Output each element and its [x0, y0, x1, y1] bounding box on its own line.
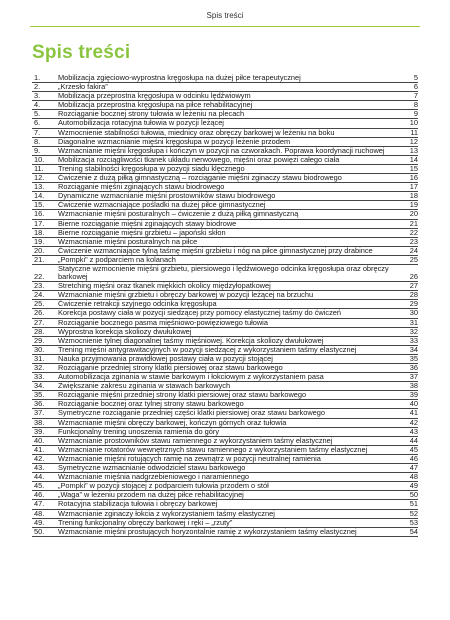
toc-entry-title: Mobilizacja zgięciowo-wyprostna kręgosłupa na dużej piłce terapeutycznej [58, 73, 301, 82]
toc-entry-page-number: 37 [409, 372, 418, 382]
toc-entry-number: 41. [34, 444, 45, 454]
toc-entry-page-number: 51 [409, 499, 418, 509]
toc-entry-title: Rotacyjna stabilizacja tułowia i obręczy barkowej [58, 499, 218, 509]
toc-entry-title: Automobilizacja rotacyjna tułowia w pozycji leżącej [58, 118, 224, 128]
toc-entry-number: 30. [34, 344, 45, 354]
toc-entry-title: Mobilizacja przeprostna kręgosłupa w odcinku lędźwiowym [58, 91, 251, 101]
toc-entry-page-number: 9 [413, 109, 418, 119]
toc-entry-title: Trening funkcjonalny obręczy barkowej i ręki – „rzuty” [58, 517, 233, 527]
toc-entry-page-number: 6 [413, 82, 418, 92]
toc-entry-title: Ćwiczenie z dużą piłką gimnastyczną – rozciąganie mięśni zginaczy stawu biodrowego [58, 173, 342, 183]
toc-entry-page-number: 54 [409, 526, 418, 536]
toc-entry-title: Trening stabilności kręgosłupa w pozycji siadu klęcznego [58, 163, 245, 173]
toc-entry-title: Wzmacnianie mięśni posturalnych na piłce [58, 236, 198, 246]
toc-entry-page-number: 12 [409, 136, 418, 146]
toc-entry-title: Mobilizacja przeprostna kręgosłupa na piłce rehabilitacyjnej [58, 100, 253, 110]
toc-entry-page-number: 17 [409, 182, 418, 192]
toc-entry-page-number: 44 [409, 435, 418, 445]
toc-entry-number: 9. [34, 145, 41, 155]
toc-entry-number: 2. [34, 82, 41, 92]
toc-entry-page-number: 46 [409, 453, 418, 463]
toc-entry-page-number: 23 [409, 236, 418, 246]
toc-entry-title: Diagonalne wzmacnianie mięśni kręgosłupa w pozycji leżenie przodem [58, 136, 291, 146]
toc-entry-page-number: 53 [409, 517, 418, 527]
toc-entry-page-number: 16 [409, 173, 418, 183]
toc-entry-title: Symetryczne wzmacnianie odwodziciel stawu barkowego [58, 463, 246, 473]
toc-entry-number: 48. [34, 508, 45, 518]
toc-entry[interactable] [32, 265, 418, 282]
toc-entry-title: Dynamiczne wzmacnianie mięśni prostowników stawu biodrowego [58, 191, 276, 201]
toc-entry-page-number: 14 [409, 154, 418, 164]
toc-entry-number: 49. [34, 517, 45, 527]
toc-entry-number: 36. [34, 399, 45, 409]
toc-entry-page-number: 13 [409, 145, 418, 155]
toc-entry-number: 32. [34, 363, 45, 372]
toc-entry-page-number: 8 [413, 100, 418, 110]
toc-entry-number: 27. [34, 317, 45, 327]
toc-entry-page-number: 41 [409, 408, 418, 418]
toc-entry-number: 8. [34, 136, 41, 146]
toc-entry-title: Bierne rozciąganie mięśni grzbietu – japoński skłon [58, 227, 226, 237]
toc-entry-page-number: 52 [409, 508, 418, 518]
toc-entry-number: 19. [34, 236, 45, 246]
toc-entry-page-number: 34 [409, 344, 418, 354]
toc-entry-title: Wzmocnienie stabilności tułowia, miednicy oraz obręczy barkowej w leżeniu na boku [58, 127, 335, 137]
toc-entry-title: Korekcja postawy ciała w pozycji siedzącej przy pomocy elastycznej taśmy do ćwiczeń [58, 308, 342, 318]
toc-entry-title: Wzmacnianie prostowników stawu ramiennego z wykorzystaniem taśmy elastycznej [58, 435, 333, 445]
toc-entry-page-number: 10 [409, 118, 418, 128]
toc-entry-page-number: 36 [409, 363, 418, 372]
toc-entry[interactable] [32, 528, 418, 537]
toc-entry-number: 46. [34, 490, 45, 500]
toc-entry-title: Rozciąganie bocznej oraz tylnej strony stawu barkowego [58, 399, 244, 409]
toc-entry-number: 25. [34, 299, 45, 309]
toc-entry-page-number: 22 [409, 227, 418, 237]
toc-entry-number: 3. [34, 91, 41, 101]
toc-entry-number: 16. [34, 209, 45, 219]
toc-entry-number: 7. [34, 127, 41, 137]
toc-entry-number: 45. [34, 481, 45, 491]
toc-entry-page-number: 26 [409, 272, 418, 282]
toc-entry-title: „Pompki” w pozycji stojącej z podparciem tułowia przodem o stół [58, 481, 269, 491]
toc-entry-number: 26. [34, 308, 45, 318]
toc-entry-number: 22. [34, 272, 45, 282]
running-header: Spis treści [206, 11, 244, 20]
toc-entry-number: 24. [34, 290, 45, 300]
toc-entry-number: 10. [34, 154, 45, 164]
toc-entry-title: Rozciąganie mięśni zginających stawu biodrowego [58, 182, 225, 192]
toc-entry-number: 28. [34, 326, 45, 336]
toc-entry-number: 47. [34, 499, 45, 509]
toc-entry-number: 1. [34, 73, 41, 82]
toc-entry-page-number: 50 [409, 490, 418, 500]
toc-entry-number: 44. [34, 472, 45, 482]
toc-entry-page-number: 7 [413, 91, 418, 101]
toc-entry-number: 12. [34, 173, 45, 183]
toc-entry-title: „Pompki” z podparciem na kolanach [58, 254, 176, 264]
toc-entry-title: Rozciąganie przedniej strony klatki piersiowej oraz stawu barkowego [58, 363, 283, 372]
toc-entry-number: 31. [34, 353, 45, 363]
toc-entry-number: 20. [34, 245, 45, 255]
toc-entry-page-number: 27 [409, 281, 418, 291]
toc-entry-title: Wzmocnienie tylnej diagonalnej taśmy mięśniowej. Korekcja skoliozy dwułukowej [58, 335, 324, 345]
toc-entry-page-number: 25 [409, 254, 418, 264]
toc-entry-page-number: 32 [409, 326, 418, 336]
toc-entry-page-number: 20 [409, 209, 418, 219]
toc-entry-title: Wzmacnianie mięśni obręczy barkowej, kończyn górnych oraz tułowia [58, 417, 287, 427]
toc-entry-title: Zwiększanie zakresu zginania w stawach barkowych [58, 381, 231, 391]
toc-entry-number: 6. [34, 118, 41, 128]
toc-entry-title: Wyprostna korekcja skoliozy dwułukowej [58, 326, 192, 336]
toc-entry-title: Rozciąganie bocznej strony tułowia w leżeniu na plecach [58, 109, 245, 119]
toc-entry-number: 42. [34, 453, 45, 463]
toc-entry-number: 14. [34, 191, 45, 201]
toc-entry-page-number: 49 [409, 481, 418, 491]
toc-entry-page-number: 24 [409, 245, 418, 255]
toc-entry-title: Symetryczne rozciąganie przedniej części klatki piersiowej oraz stawu barkowego [58, 408, 326, 418]
toc-entry-title: Trening mięśni antygrawitacyjnych w pozycji siedzącej z wykorzystaniem taśmy elastycznej [58, 344, 357, 354]
toc-entry-page-number: 40 [409, 399, 418, 409]
toc-entry-title: Rozciąganie mięśni przedniej strony klatki piersiowej oraz stawu barkowego [58, 390, 307, 400]
toc-entry-page-number: 38 [409, 381, 418, 391]
toc-entry-title: Wzmacnianie mięśnia nadgrzebieniowego i naramiennego [58, 472, 250, 482]
toc-entry-title: Wzmacnianie mięśni posturalnych – ćwiczenie z dużą piłką gimnastyczną [58, 209, 299, 219]
toc-entry-title: Ćwiczenie retrakcji szyjnego odcinka kręgosłupa [58, 299, 217, 309]
toc-entry-title: Ćwiczenie wzmacniające pośladki na dużej piłce gimnastycznej [58, 200, 266, 210]
toc-entry-title: Automobilizacja zginania w stawie barkowym i łokciowym z wykorzystaniem pasa [58, 372, 324, 382]
toc-entry-title: Rozciąganie bocznego pasma mięśniowo-powięziowego tułowia [58, 317, 268, 327]
toc-entry-number: 50. [34, 526, 45, 536]
toc-entry-number: 38. [34, 417, 45, 427]
toc-entry-number: 35. [34, 390, 45, 400]
toc-entry-page-number: 42 [409, 417, 418, 427]
toc-entry-page-number: 33 [409, 335, 418, 345]
toc-entry-page-number: 5 [413, 73, 418, 82]
toc-entry-page-number: 21 [409, 218, 418, 228]
toc-entry-page-number: 43 [409, 426, 418, 436]
toc-entry-page-number: 29 [409, 299, 418, 309]
toc-entry-title: Wzmacnianie mięśni kręgosłupa i kończyn w pozycji na czworakach. Poprawa koordynacji ruchowej [58, 145, 385, 155]
toc-entry-title: Wzmacnianie mięśni rotujących ramię na zewnątrz w pozycji neutralnej ramienia [58, 453, 321, 463]
toc-entry-title: „Krzesło fakira” [58, 82, 108, 92]
toc-entry-page-number: 30 [409, 308, 418, 318]
toc-entry-page-number: 47 [409, 463, 418, 473]
toc-entry-page-number: 15 [409, 163, 418, 173]
toc-entry-number: 15. [34, 200, 45, 210]
header-divider [30, 26, 420, 27]
toc-entry-title: Wzmacnianie mięśni grzbietu i obręczy barkowej w pozycji leżącej na brzuchu [58, 290, 314, 300]
toc-entry-title: Statyczne wzmocnienie mięśni grzbietu, piersiowego i lędźwiowego odcinka kręgosłupa oraz obręczy barkowej [58, 263, 389, 282]
toc-entry-number: 39. [34, 426, 45, 436]
toc-entry-title: Wzmacnianie mięśni prostujących horyzontalnie ramię z wykorzystaniem taśmy elastycznej [58, 526, 357, 536]
toc-entry-page-number: 28 [409, 290, 418, 300]
toc-entry-number: 43. [34, 463, 45, 473]
toc-entry-title: „Waga” w leżeniu przodem na dużej piłce rehabilitacyjnej [58, 490, 244, 500]
toc-entry-title: Bierne rozciąganie mięśni zginających stawy biodrowe [58, 218, 237, 228]
toc-entry-number: 18. [34, 227, 45, 237]
toc-entry-page-number: 45 [409, 444, 418, 454]
toc-entry-title: Funkcjonalny trening unoszenia ramienia do góry [58, 426, 220, 436]
toc-entry-page-number: 39 [409, 390, 418, 400]
page-title: Spis treści [32, 42, 131, 63]
toc-entry-number: 17. [34, 218, 45, 228]
toc-entry-number: 13. [34, 182, 45, 192]
toc-entry-title: Nauka przyjmowania prawidłowej postawy ciała w pozycji stojącej [58, 353, 273, 363]
toc-entry-number: 29. [34, 335, 45, 345]
toc-entry-title: Stretching mięśni oraz tkanek miękkich okolicy międzyłopatkowej [58, 281, 271, 291]
toc-entry-number: 11. [34, 163, 44, 173]
toc-entry-title: Wzmacnianie rotatorów wewnętrznych stawu ramiennego z wykorzystaniem taśmy elastycznej [58, 444, 368, 454]
toc-entry-title: Ćwiczenie wzmacniające tylną taśmę mięśni grzbietu i nóg na piłce gimnastycznej przy drabince [58, 245, 373, 255]
toc-entry-number: 23. [34, 281, 45, 291]
toc-entry-page-number: 11 [410, 127, 418, 137]
toc-entry-number: 40. [34, 435, 45, 445]
toc-entry-title: Mobilizacja rozciągliwości tkanek układu nerwowego, mięśni oraz powięzi całego ciała [58, 154, 340, 164]
toc-entry-number: 33. [34, 372, 45, 382]
toc-entry-number: 4. [34, 100, 41, 110]
toc-entry-page-number: 31 [409, 317, 418, 327]
toc-entry-page-number: 19 [409, 200, 418, 210]
toc-entry-page-number: 48 [409, 472, 418, 482]
toc-entry-number: 5. [34, 109, 41, 119]
toc-entry-number: 37. [34, 408, 45, 418]
toc-entry-number: 21. [34, 254, 45, 264]
table-of-contents [32, 74, 418, 537]
toc-entry-page-number: 18 [409, 191, 418, 201]
toc-entry-number: 34. [34, 381, 45, 391]
toc-entry-page-number: 35 [409, 353, 418, 363]
toc-entry-title: Wzmacnianie zginaczy łokcia z wykorzystaniem taśmy elastycznej [58, 508, 275, 518]
